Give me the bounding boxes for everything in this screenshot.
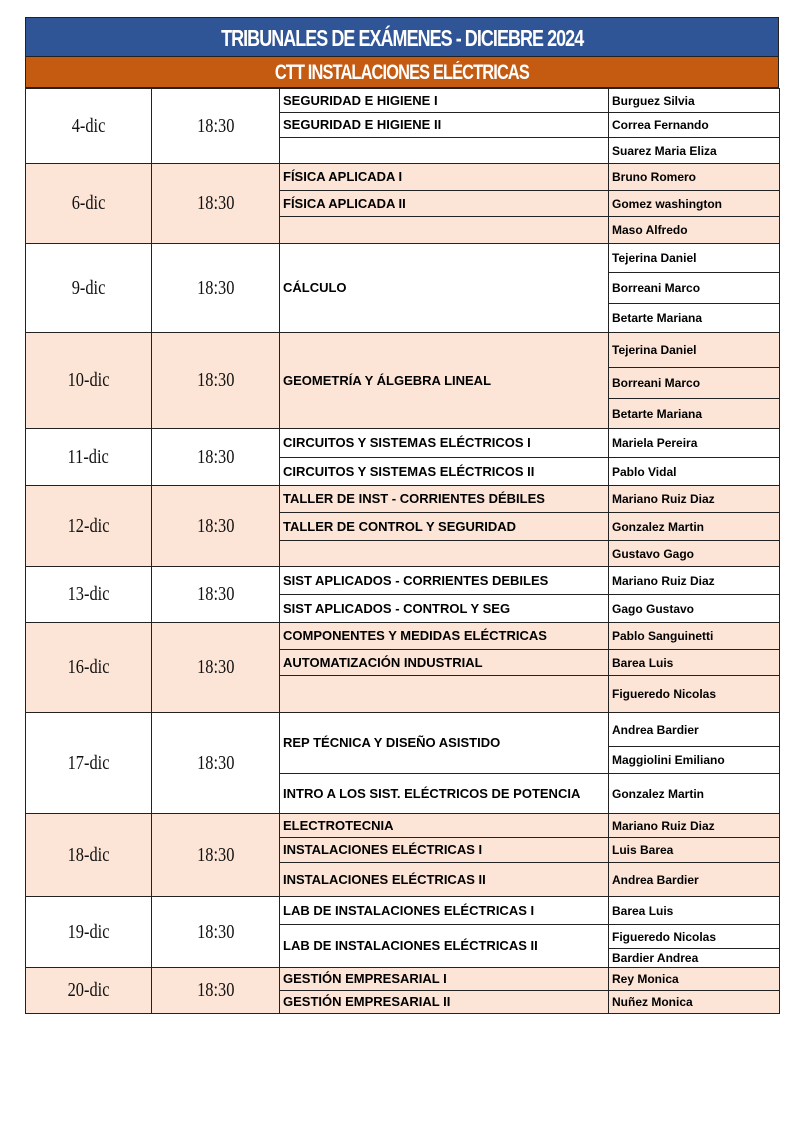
schedule-row bbox=[26, 623, 780, 650]
examiner-name: Figueredo Nicolas bbox=[609, 925, 780, 949]
exam-date: 16-dic bbox=[26, 623, 152, 713]
exam-date: 11-dic bbox=[26, 429, 152, 486]
examiner-name: Gomez washington bbox=[609, 191, 780, 217]
subject-name: FÍSICA APLICADA II bbox=[280, 191, 609, 217]
subject-name: INSTALACIONES ELÉCTRICAS I bbox=[280, 838, 609, 863]
subject-name: SEGURIDAD E HIGIENE I bbox=[280, 89, 609, 113]
subject-name: LAB DE INSTALACIONES ELÉCTRICAS II bbox=[280, 925, 609, 968]
subject-name: CÁLCULO bbox=[280, 244, 609, 333]
examiner-name: Bruno Romero bbox=[609, 164, 780, 191]
exam-time: 18:30 bbox=[152, 486, 280, 567]
examiner-name: Tejerina Daniel bbox=[609, 333, 780, 368]
examiner-name: Burguez Silvia bbox=[609, 89, 780, 113]
page-title: TRIBUNALES DE EXÁMENES - DICIEBRE 2024 bbox=[25, 17, 779, 57]
subject-name: SIST APLICADOS - CONTROL Y SEG bbox=[280, 595, 609, 623]
schedule-row bbox=[26, 164, 780, 191]
exam-date: 6-dic bbox=[26, 164, 152, 244]
subject-name: TALLER DE CONTROL Y SEGURIDAD bbox=[280, 513, 609, 541]
examiner-name: Maggiolini Emiliano bbox=[609, 747, 780, 774]
exam-date: 10-dic bbox=[26, 333, 152, 429]
exam-date: 13-dic bbox=[26, 567, 152, 623]
examiner-name: Figueredo Nicolas bbox=[609, 676, 780, 713]
subject-name: GEOMETRÍA Y ÁLGEBRA LINEAL bbox=[280, 333, 609, 429]
subject-name: TALLER DE INST - CORRIENTES DÉBILES bbox=[280, 486, 609, 513]
exam-date: 17-dic bbox=[26, 713, 152, 814]
exam-time: 18:30 bbox=[152, 623, 280, 713]
schedule-row bbox=[26, 567, 780, 595]
subject-name: CIRCUITOS Y SISTEMAS ELÉCTRICOS I bbox=[280, 429, 609, 458]
examiner-name: Barea Luis bbox=[609, 897, 780, 925]
exam-time: 18:30 bbox=[152, 164, 280, 244]
subject-name: GESTIÓN EMPRESARIAL I bbox=[280, 968, 609, 991]
subject-name: AUTOMATIZACIÓN INDUSTRIAL bbox=[280, 650, 609, 676]
exam-time: 18:30 bbox=[152, 567, 280, 623]
examiner-name: Correa Fernando bbox=[609, 113, 780, 138]
examiner-name: Bardier Andrea bbox=[609, 949, 780, 968]
schedule-row bbox=[26, 814, 780, 838]
empty-subject-cell bbox=[280, 217, 609, 244]
subject-name: SEGURIDAD E HIGIENE II bbox=[280, 113, 609, 138]
examiner-name: Maso Alfredo bbox=[609, 217, 780, 244]
exam-time: 18:30 bbox=[152, 897, 280, 968]
examiner-name: Andrea Bardier bbox=[609, 713, 780, 747]
exam-schedule-sheet bbox=[25, 17, 779, 1014]
exam-time: 18:30 bbox=[152, 713, 280, 814]
examiner-name: Betarte Mariana bbox=[609, 304, 780, 333]
exam-time: 18:30 bbox=[152, 814, 280, 897]
schedule-table bbox=[25, 88, 780, 1014]
exam-date: 20-dic bbox=[26, 968, 152, 1014]
examiner-name: Barea Luis bbox=[609, 650, 780, 676]
examiner-name: Mariela Pereira bbox=[609, 429, 780, 458]
schedule-row bbox=[26, 89, 780, 113]
examiner-name: Nuñez Monica bbox=[609, 991, 780, 1014]
subject-name: COMPONENTES Y MEDIDAS ELÉCTRICAS bbox=[280, 623, 609, 650]
empty-subject-cell bbox=[280, 676, 609, 713]
examiner-name: Suarez Maria Eliza bbox=[609, 138, 780, 164]
schedule-row bbox=[26, 429, 780, 458]
examiner-name: Luis Barea bbox=[609, 838, 780, 863]
examiner-name: Borreani Marco bbox=[609, 273, 780, 304]
subject-name: REP TÉCNICA Y DISEÑO ASISTIDO bbox=[280, 713, 609, 774]
empty-subject-cell bbox=[280, 541, 609, 567]
subject-name: GESTIÓN EMPRESARIAL II bbox=[280, 991, 609, 1014]
examiner-name: Gonzalez Martin bbox=[609, 513, 780, 541]
examiner-name: Pablo Sanguinetti bbox=[609, 623, 780, 650]
subject-name: INSTALACIONES ELÉCTRICAS II bbox=[280, 863, 609, 897]
examiner-name: Mariano Ruiz Diaz bbox=[609, 814, 780, 838]
examiner-name: Rey Monica bbox=[609, 968, 780, 991]
schedule-row bbox=[26, 486, 780, 513]
examiner-name: Borreani Marco bbox=[609, 368, 780, 399]
exam-date: 4-dic bbox=[26, 89, 152, 164]
schedule-row bbox=[26, 333, 780, 368]
exam-date: 19-dic bbox=[26, 897, 152, 968]
subject-name: LAB DE INSTALACIONES ELÉCTRICAS I bbox=[280, 897, 609, 925]
examiner-name: Betarte Mariana bbox=[609, 399, 780, 429]
examiner-name: Gustavo Gago bbox=[609, 541, 780, 567]
schedule-row bbox=[26, 897, 780, 925]
empty-subject-cell bbox=[280, 138, 609, 164]
schedule-row bbox=[26, 244, 780, 273]
exam-date: 12-dic bbox=[26, 486, 152, 567]
exam-time: 18:30 bbox=[152, 333, 280, 429]
subject-name: FÍSICA APLICADA I bbox=[280, 164, 609, 191]
subject-name: ELECTROTECNIA bbox=[280, 814, 609, 838]
subject-name: INTRO A LOS SIST. ELÉCTRICOS DE POTENCIA bbox=[280, 774, 609, 814]
subject-name: CIRCUITOS Y SISTEMAS ELÉCTRICOS II bbox=[280, 458, 609, 486]
exam-date: 9-dic bbox=[26, 244, 152, 333]
exam-time: 18:30 bbox=[152, 968, 280, 1014]
examiner-name: Gonzalez Martin bbox=[609, 774, 780, 814]
examiner-name: Tejerina Daniel bbox=[609, 244, 780, 273]
examiner-name: Pablo Vidal bbox=[609, 458, 780, 486]
examiner-name: Gago Gustavo bbox=[609, 595, 780, 623]
exam-time: 18:30 bbox=[152, 89, 280, 164]
exam-time: 18:30 bbox=[152, 429, 280, 486]
examiner-name: Mariano Ruiz Diaz bbox=[609, 486, 780, 513]
schedule-row bbox=[26, 968, 780, 991]
examiner-name: Mariano Ruiz Diaz bbox=[609, 567, 780, 595]
examiner-name: Andrea Bardier bbox=[609, 863, 780, 897]
schedule-row bbox=[26, 713, 780, 747]
exam-date: 18-dic bbox=[26, 814, 152, 897]
subject-name: SIST APLICADOS - CORRIENTES DEBILES bbox=[280, 567, 609, 595]
exam-time: 18:30 bbox=[152, 244, 280, 333]
page-subtitle: CTT INSTALACIONES ELÉCTRICAS bbox=[25, 57, 779, 88]
